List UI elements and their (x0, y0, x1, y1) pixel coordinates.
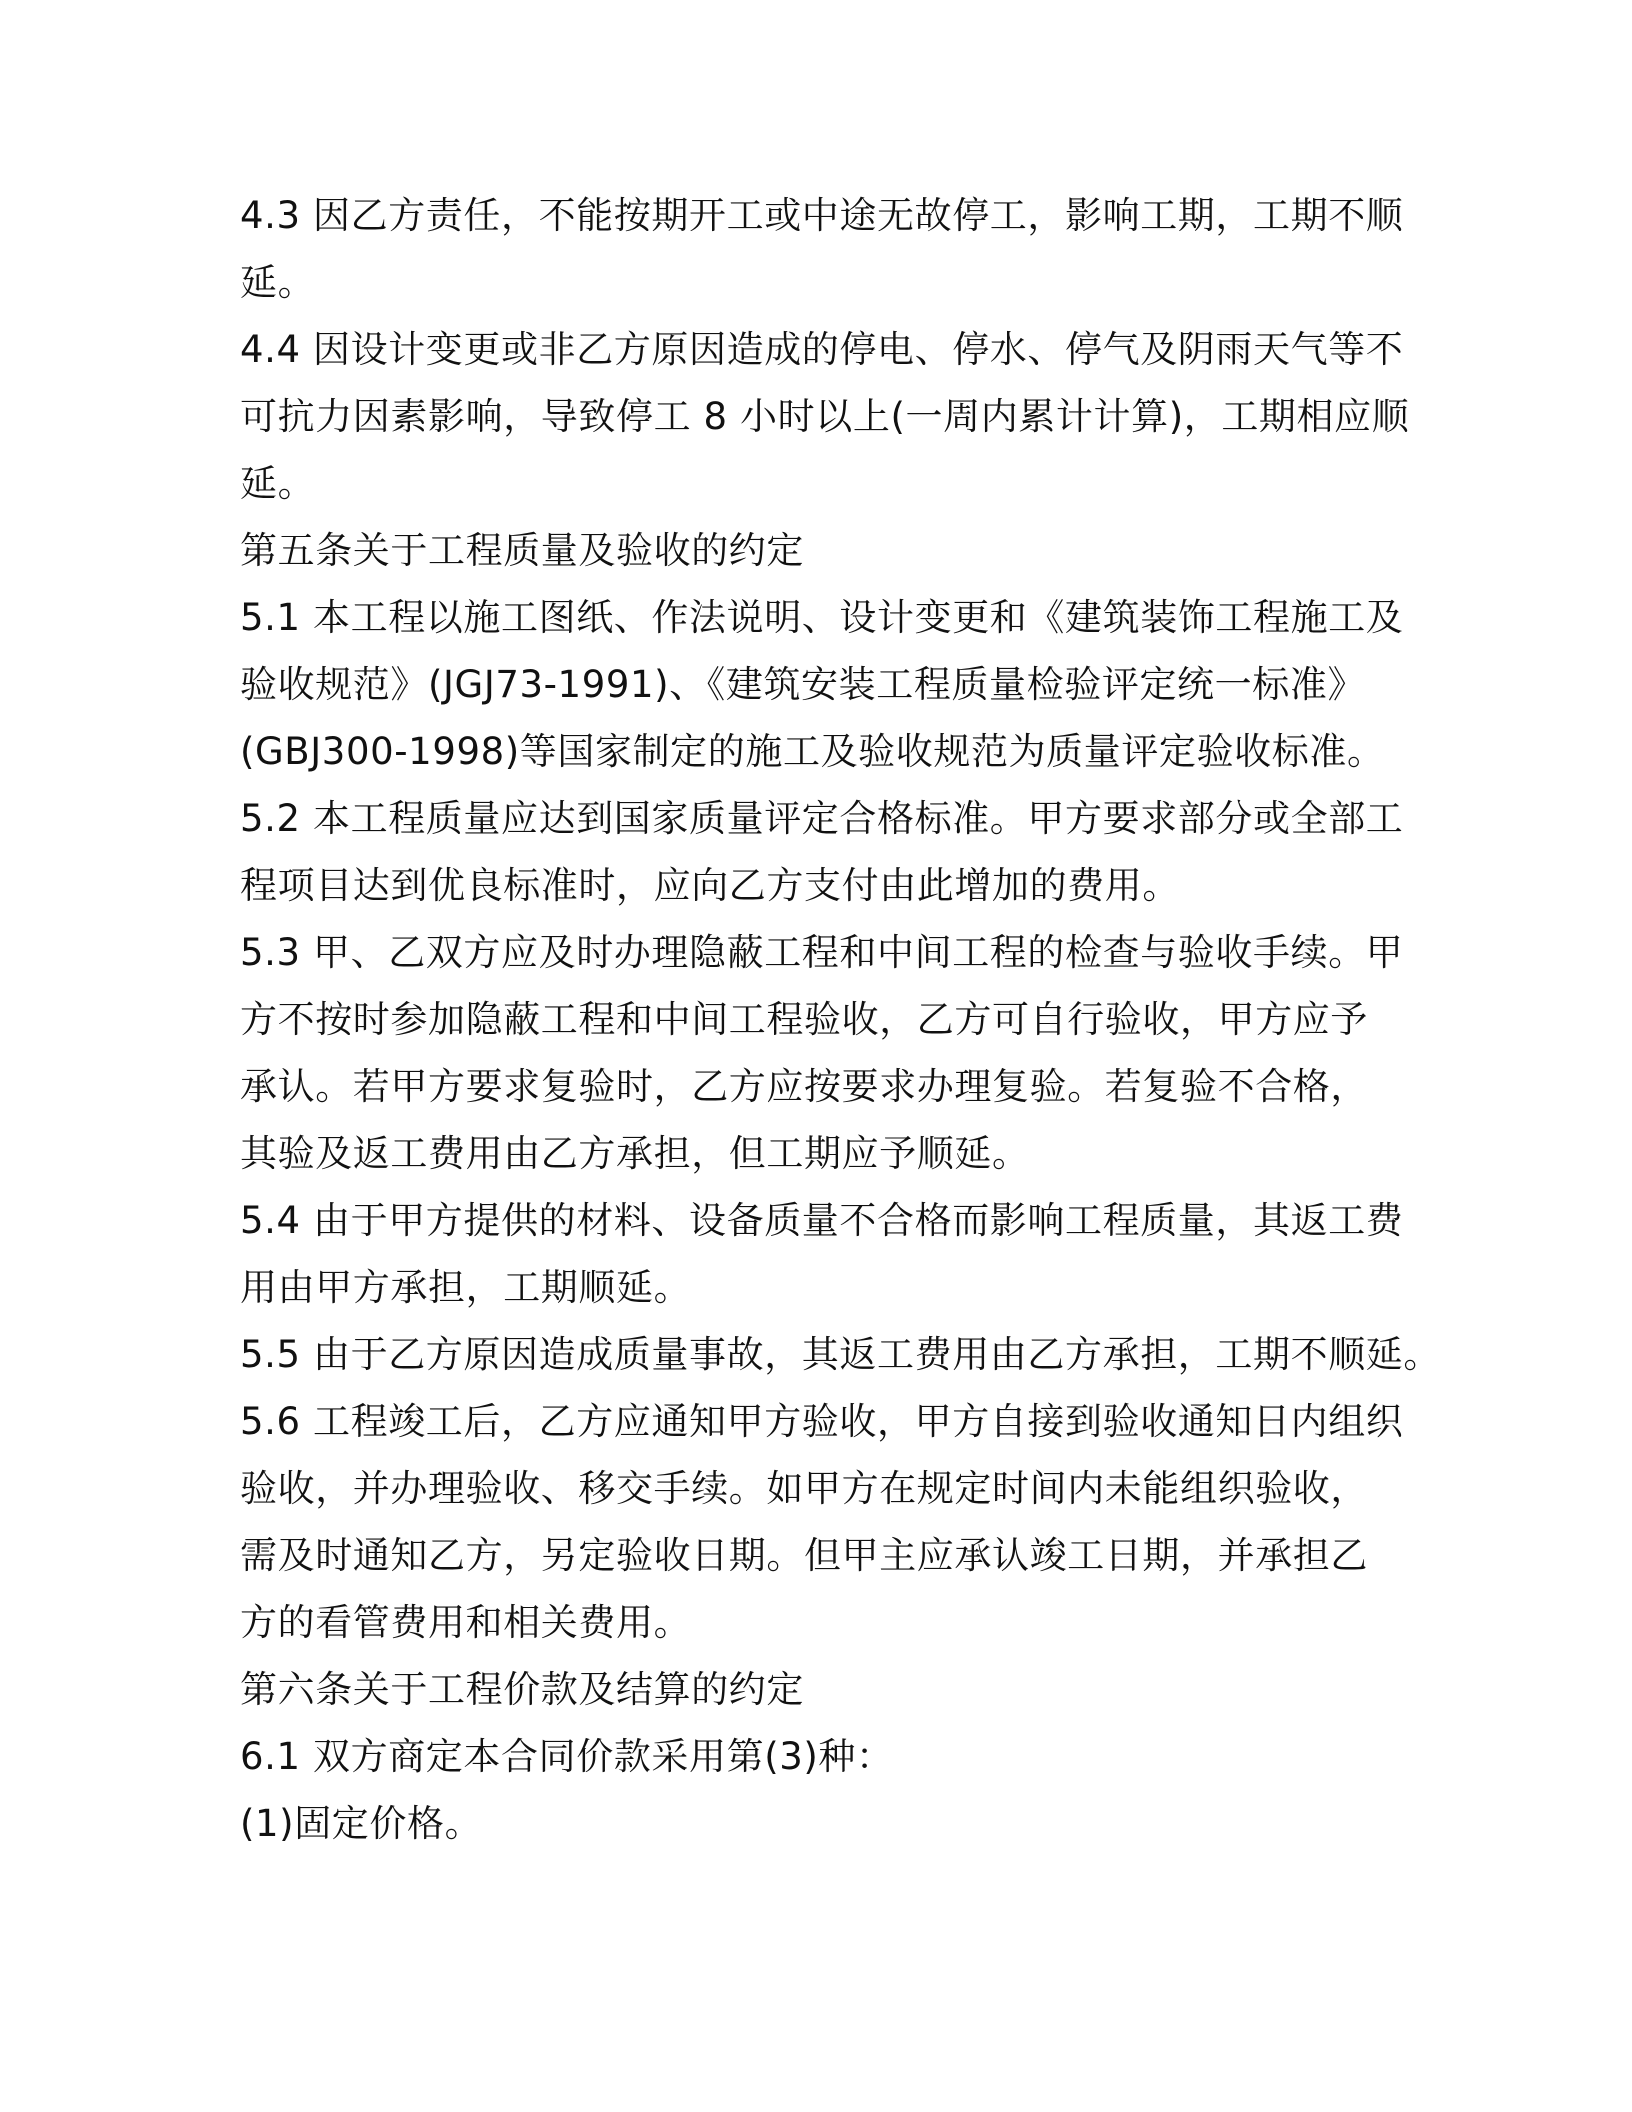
clause-6-1-line-1: 6.1 双方商定本合同价款采用第(3)种： (240, 1735, 894, 1778)
clause-5-1-line-3: (GBJ300-1998)等国家制定的施工及验收规范为质量评定验收标准。 (240, 730, 1385, 773)
clause-5-5-line-1: 5.5 由于乙方原因造成质量事故，其返工费用由乙方承担，工期不顺延。 (240, 1333, 1442, 1376)
section-6-heading: 第六条关于工程价款及结算的约定 (240, 1668, 804, 1711)
clause-5-2-line-1: 5.2 本工程质量应达到国家质量评定合格标准。甲方要求部分或全部工 (240, 797, 1404, 840)
clause-4-3-line-1: 4.3 因乙方责任，不能按期开工或中途无故停工，影响工期，工期不顺 (240, 194, 1404, 237)
clause-5-6-line-1: 5.6 工程竣工后，乙方应通知甲方验收，甲方自接到验收通知日内组织 (240, 1400, 1404, 1443)
clause-5-3-line-2: 方不按时参加隐蔽工程和中间工程验收，乙方可自行验收，甲方应予 (240, 998, 1368, 1041)
clause-5-6-line-2: 验收，并办理验收、移交手续。如甲方在规定时间内未能组织验收， (240, 1467, 1368, 1510)
clause-5-4-line-2: 用由甲方承担，工期顺延。 (240, 1266, 692, 1309)
clause-5-3-line-3: 承认。若甲方要求复验时，乙方应按要求办理复验。若复验不合格， (240, 1065, 1368, 1108)
clause-4-4-line-2: 可抗力因素影响，导致停工 8 小时以上(一周内累计计算)，工期相应顺 (240, 395, 1410, 438)
clause-5-2-line-2: 程项目达到优良标准时，应向乙方支付由此增加的费用。 (240, 864, 1180, 907)
clause-5-3-line-1: 5.3 甲、乙双方应及时办理隐蔽工程和中间工程的检查与验收手续。甲 (240, 931, 1404, 974)
clause-5-3-line-4: 其验及返工费用由乙方承担，但工期应予顺延。 (240, 1132, 1030, 1175)
clause-5-6-line-4: 方的看管费用和相关费用。 (240, 1601, 692, 1644)
clause-4-3-line-2: 延。 (240, 261, 316, 304)
clause-5-1-line-1: 5.1 本工程以施工图纸、作法说明、设计变更和《建筑装饰工程施工及 (240, 596, 1404, 639)
clause-6-1-option-1: (1)固定价格。 (240, 1802, 483, 1845)
clause-4-4-line-1: 4.4 因设计变更或非乙方原因造成的停电、停水、停气及阴雨天气等不 (240, 328, 1404, 371)
section-5-heading: 第五条关于工程质量及验收的约定 (240, 529, 804, 572)
clause-5-4-line-1: 5.4 由于甲方提供的材料、设备质量不合格而影响工程质量，其返工费 (240, 1199, 1404, 1242)
clause-5-6-line-3: 需及时通知乙方，另定验收日期。但甲主应承认竣工日期，并承担乙 (240, 1534, 1368, 1577)
clause-5-1-line-2: 验收规范》(JGJ73-1991)、《建筑安装工程质量检验评定统一标准》 (240, 663, 1366, 706)
clause-4-4-line-3: 延。 (240, 462, 316, 505)
